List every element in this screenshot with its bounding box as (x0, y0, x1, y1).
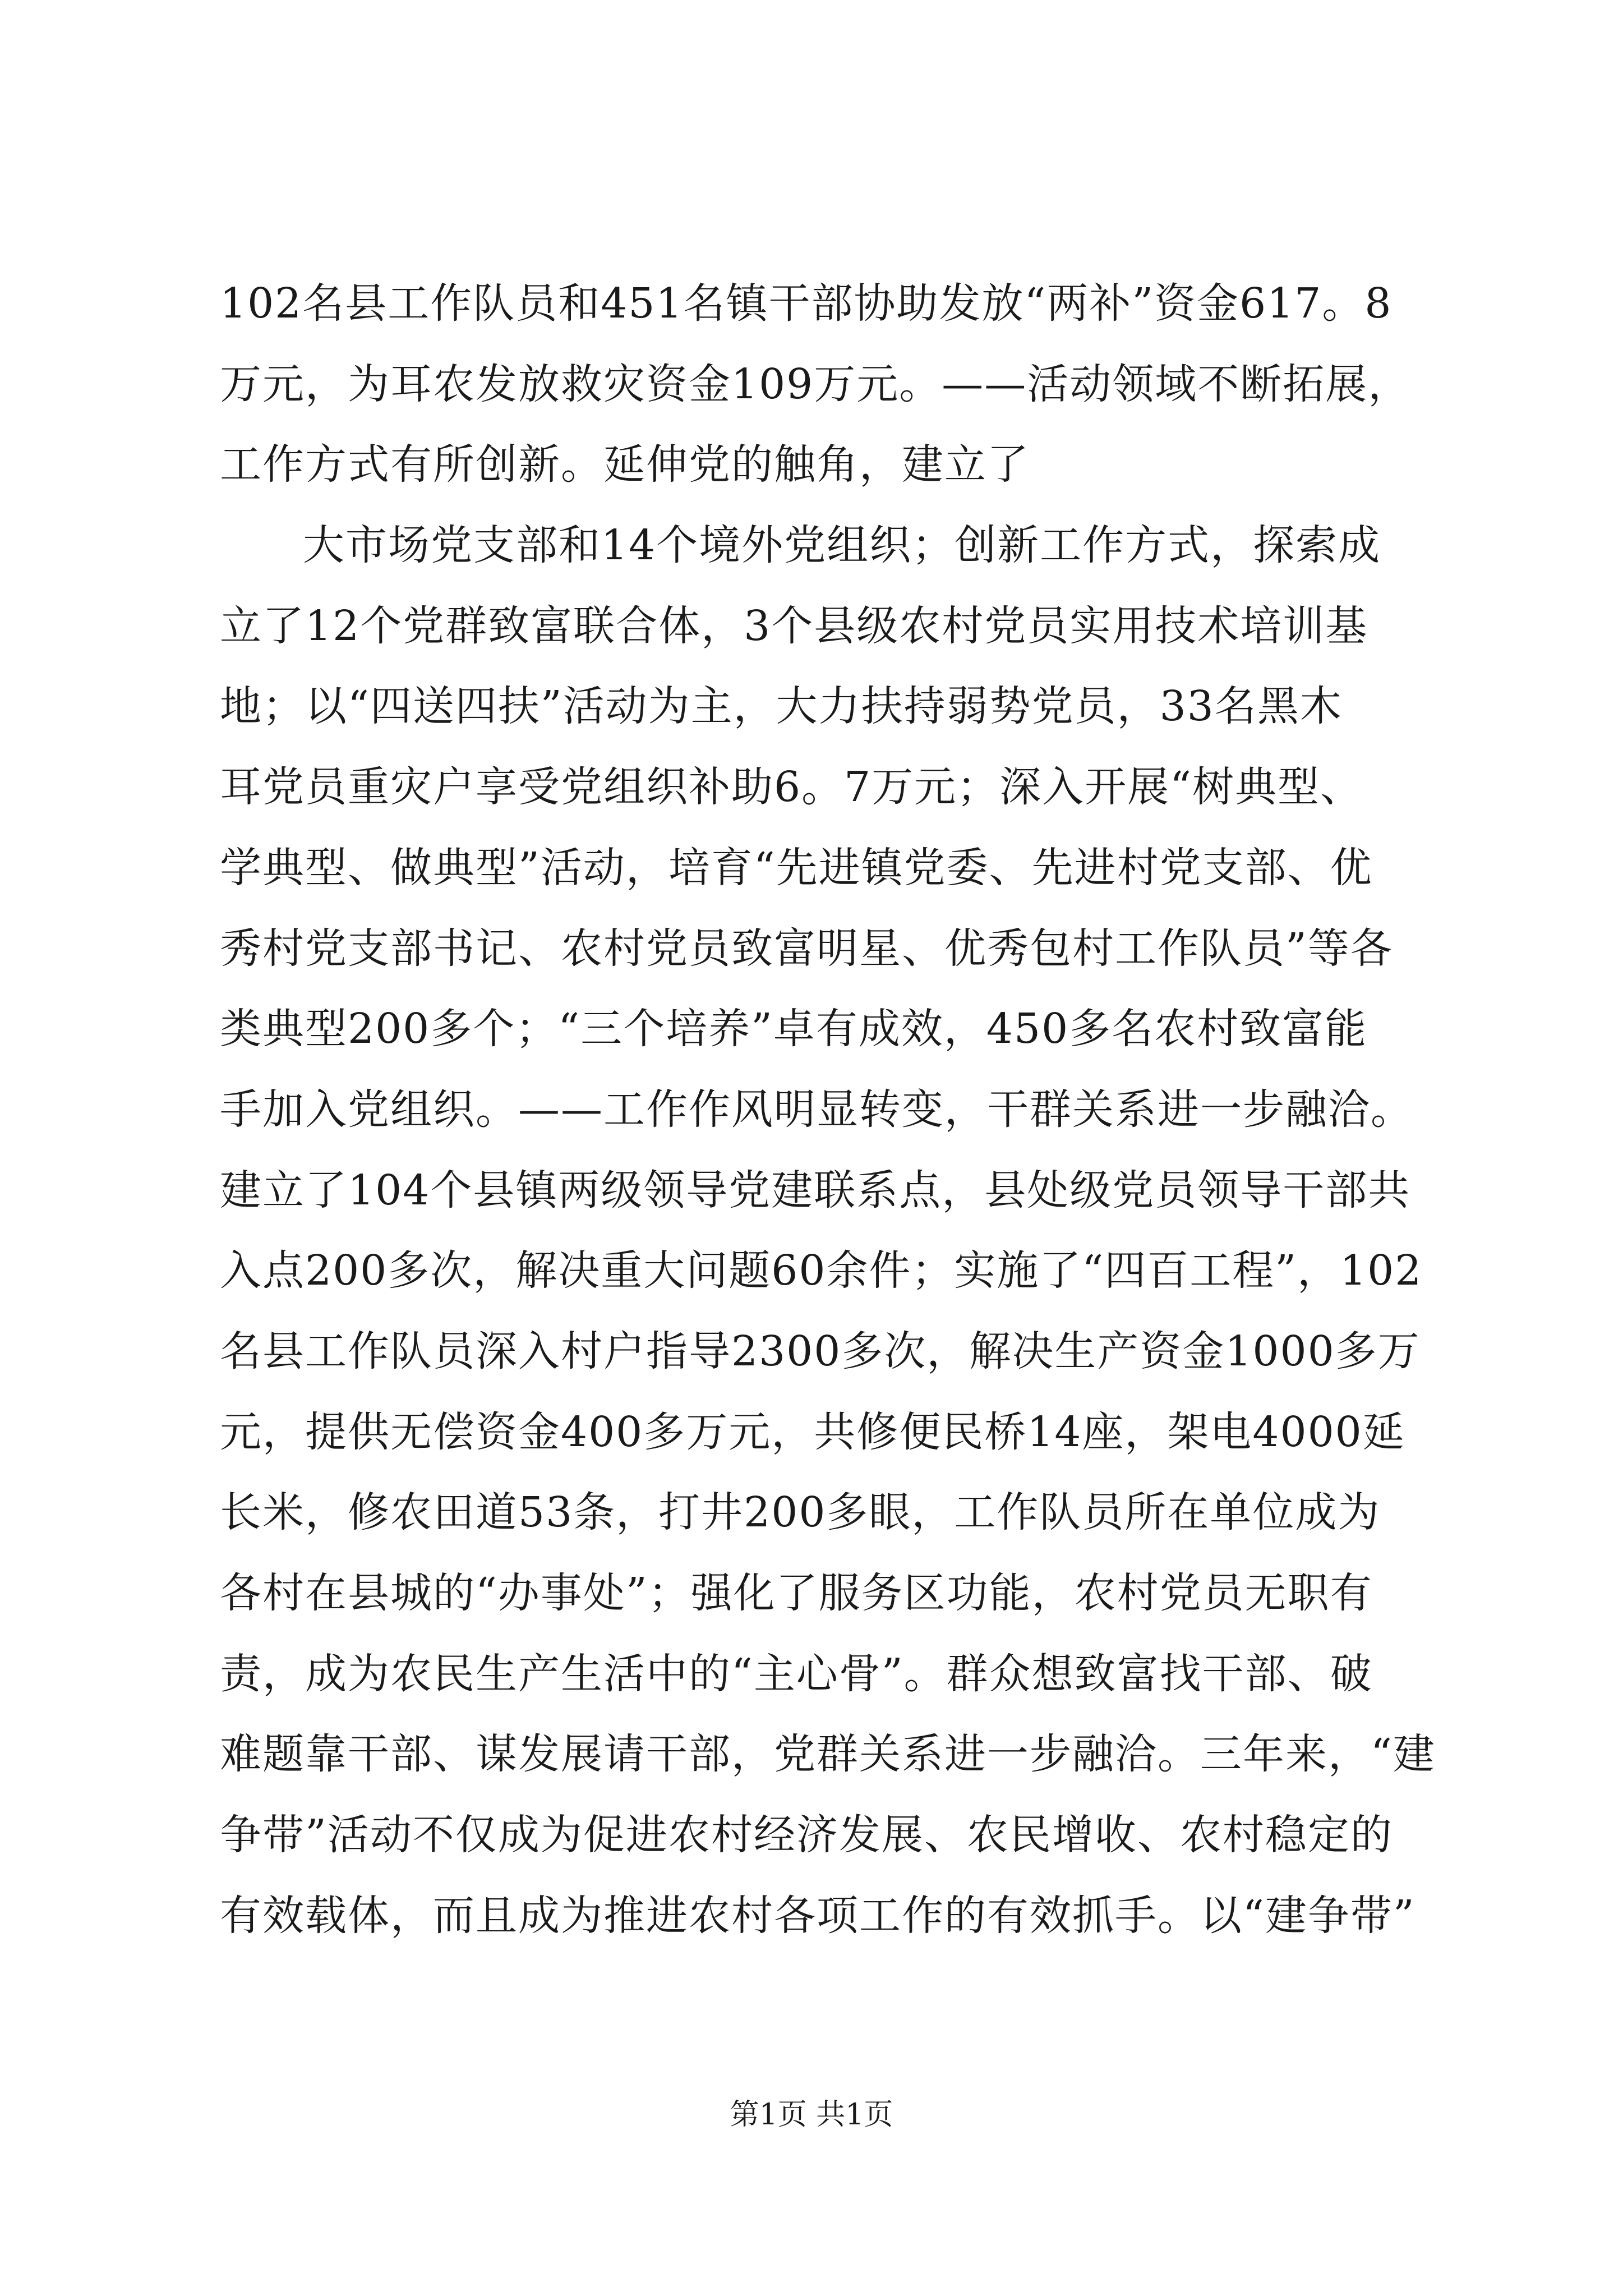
text-line: 万元，为耳农发放救灾资金109万元。——活动领域不断拓展， (220, 360, 1411, 408)
body-text (220, 264, 1436, 1956)
paragraph-first-line: 大市场党支部和14个境外党组织；创新工作方式，探索成 (303, 521, 1381, 570)
text-line: 有效载体，而且成为推进农村各项工作的有效抓手。以“建争带” (220, 1891, 1415, 1940)
text-line: 102名县工作队员和451名镇干部协助发放“两补”资金617。8 (220, 279, 1393, 328)
text-line: 建立了104个县镇两级领导党建联系点，县处级党员领导干部共 (220, 1166, 1411, 1214)
text-line: 地；以“四送四扶”活动为主，大力扶持弱势党员，33名黑木 (220, 682, 1343, 731)
text-line: 名县工作队员深入村户指导2300多次，解决生产资金1000多万 (220, 1327, 1421, 1375)
text-line: 类典型200多个；“三个培养”卓有成效，450多名农村致富能 (220, 1005, 1368, 1053)
text-line: 入点200多次，解决重大问题60余件；实施了“四百工程”，102 (220, 1246, 1423, 1295)
text-line: 难题靠干部、谋发展请干部，党群关系进一步融洽。三年来，“建 (220, 1730, 1436, 1779)
text-line: 学典型、做典型”活动，培育“先进镇党委、先进村党支部、优 (220, 843, 1373, 892)
text-line: 立了12个党群致富联合体，3个县级农村党员实用技术培训基 (220, 601, 1368, 650)
page-number-footer: 第1页 共1页 (730, 2098, 893, 2132)
text-line: 工作方式有所创新。延伸党的触角，建立了 (220, 440, 1030, 489)
text-line: 元，提供无偿资金400多万元，共修便民桥14座，架电4000延 (220, 1407, 1405, 1456)
text-line: 争带”活动不仅成为促进农村经济发展、农民增收、农村稳定的 (220, 1811, 1393, 1860)
text-line: 各村在县城的“办事处”；强化了服务区功能，农村党员无职有 (220, 1569, 1373, 1617)
text-line: 秀村党支部书记、农村党员致富明星、优秀包村工作队员”等各 (220, 924, 1393, 973)
text-line: 长米，修农田道53条，打井200多眼，工作队员所在单位成为 (220, 1488, 1381, 1537)
text-line: 手加入党组织。——工作作风明显转变，干群关系进一步融洽。 (220, 1085, 1413, 1134)
text-line: 责，成为农民生产生活中的“主心骨”。群众想致富找干部、破 (220, 1649, 1373, 1698)
text-line: 耳党员重灾户享受党组织补助6。7万元；深入开展“树典型、 (220, 763, 1363, 812)
